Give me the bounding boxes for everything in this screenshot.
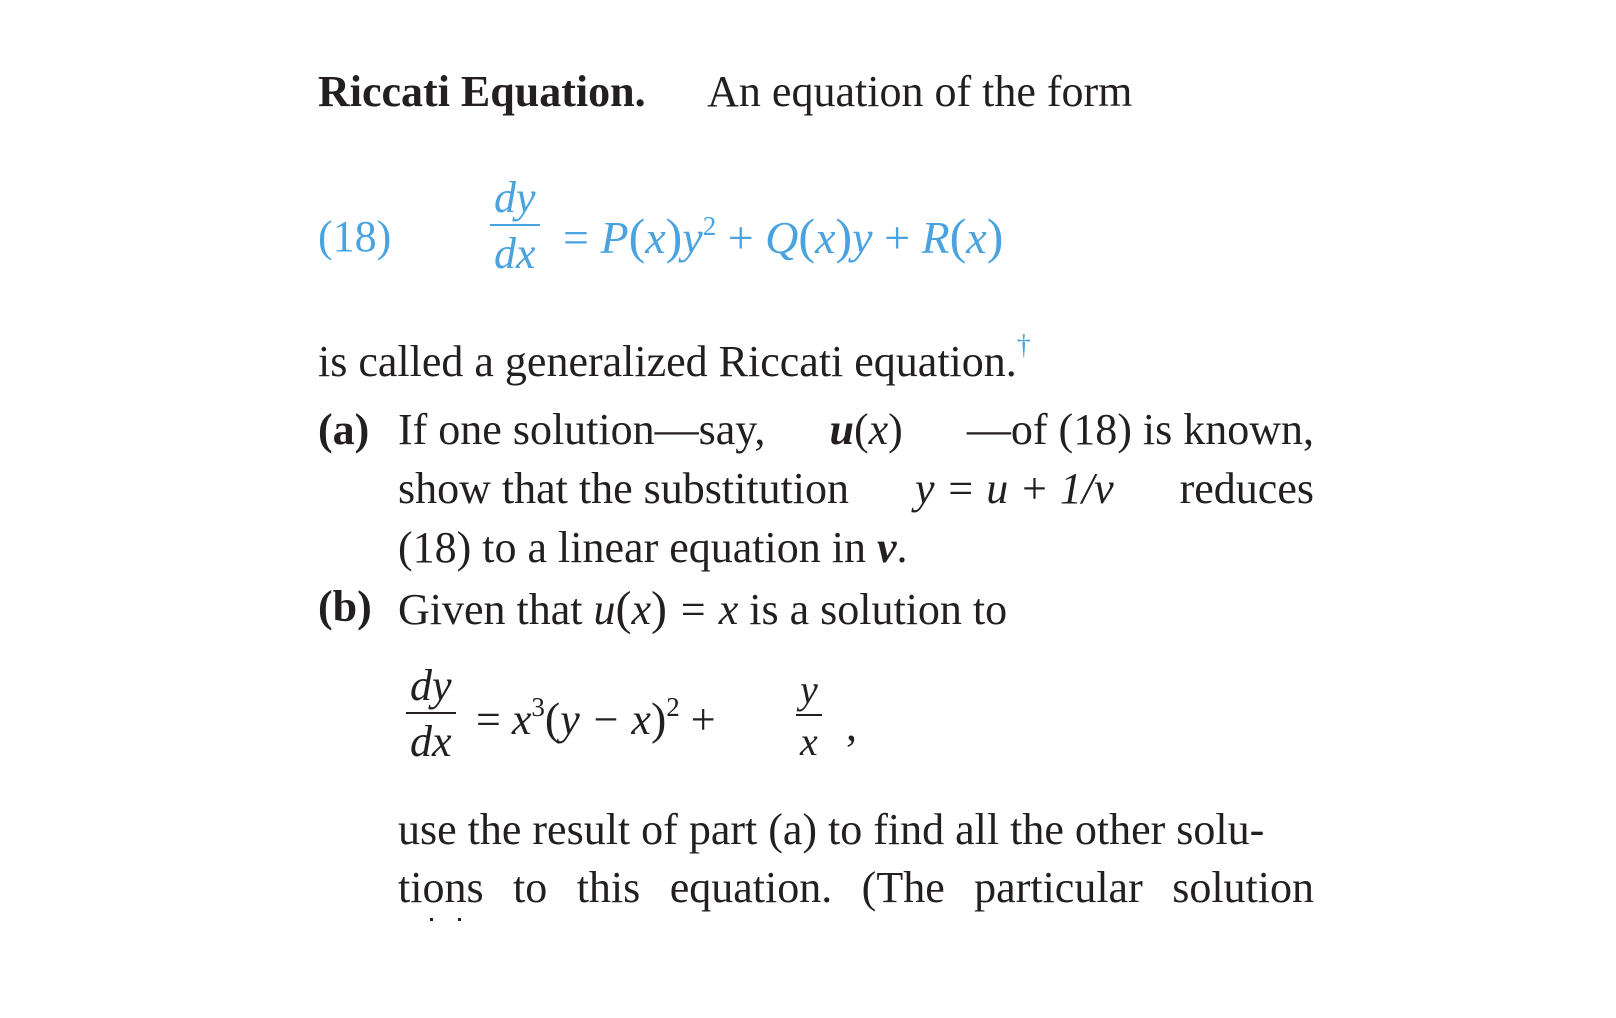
plus: +: [727, 212, 754, 263]
var-y: y: [852, 212, 873, 263]
var-y: y: [682, 212, 703, 263]
period: .: [896, 523, 908, 572]
part-a-line2: [398, 464, 1314, 513]
part-b-line3: [398, 863, 1314, 912]
equation-number: (18): [318, 212, 392, 261]
exponent: 2: [702, 211, 717, 241]
plus: +: [690, 695, 716, 744]
var-x: x: [645, 212, 666, 263]
part-a-line2-post: reduces: [1179, 464, 1314, 513]
part-a-label: (a): [318, 405, 370, 454]
section-title: Riccati Equation.: [318, 67, 646, 116]
part-a-line3-pre: (18) to a linear equation in: [398, 523, 866, 572]
eqb-frac-num: y: [800, 667, 818, 712]
paren-open: (: [544, 693, 561, 744]
paren-close: ): [986, 208, 1004, 264]
eqb-rhs: [476, 692, 716, 744]
dagger-footnote-mark: †: [1016, 330, 1031, 361]
paren-close: ): [835, 208, 853, 264]
part-a-line1-math: [829, 405, 903, 454]
exponent-2: 2: [666, 692, 680, 722]
paren-open: (: [949, 208, 967, 264]
generalized-riccati-sentence: is called a generalized Riccati equation.: [318, 337, 1017, 386]
inner-expression: y − x: [560, 695, 651, 744]
eqb-numerator: dy: [410, 661, 452, 710]
eqb-derivative-fraction: [406, 661, 456, 766]
after-equation-text: [318, 330, 1031, 386]
part-b-line1-mid: = x: [678, 585, 739, 634]
var-x: x: [868, 405, 889, 454]
eqb-equals: =: [476, 695, 501, 744]
var-u: u: [593, 585, 616, 634]
eq18-numerator: dy: [494, 173, 536, 222]
part-b-line2: use the result of part (a) to find all the other solu-: [398, 805, 1265, 854]
heading-line: [318, 67, 1133, 116]
var-u: u: [829, 405, 854, 454]
part-b-line1-pre: Given that: [398, 585, 583, 634]
intro-text: An equation of the form: [707, 67, 1133, 116]
paren-open: (: [853, 405, 869, 454]
paren-open: (: [628, 208, 646, 264]
part-b-line3-text: tions to this equation. (The particular solution: [398, 863, 1314, 912]
part-a-line1-pre: If one solution—say,: [398, 405, 766, 454]
eqb-denominator: dx: [410, 717, 452, 766]
eq18-denominator: dx: [494, 229, 536, 278]
cut-off-line-fragment: [430, 918, 470, 922]
paren-open: (: [798, 208, 816, 264]
eqb-comma: ,: [846, 701, 857, 750]
paren-close: ): [650, 693, 667, 744]
var-x: x: [966, 212, 987, 263]
part-a-line1-post: —of (18) is known,: [966, 405, 1314, 454]
var-x: x: [815, 212, 836, 263]
var-x: x: [631, 585, 652, 634]
part-b-label: (b): [318, 582, 372, 631]
eqb-y-over-x-fraction: [796, 667, 822, 764]
eq18-Q: Q: [765, 212, 799, 263]
substitution-math: y = u + 1/v: [914, 464, 1114, 513]
part-a-line1: [398, 405, 1314, 454]
exponent-3: 3: [531, 692, 545, 722]
paren-close: ): [888, 405, 903, 454]
part-a-line2-pre: show that the substitution: [398, 464, 849, 513]
paren-close: ): [665, 208, 683, 264]
plus: +: [884, 212, 911, 263]
var-x: x: [511, 695, 532, 744]
part-b-line1-post: is a solution to: [749, 585, 1008, 634]
eq18-rhs: [563, 207, 1003, 265]
paren-close: ): [651, 582, 668, 635]
var-v: v: [876, 523, 897, 572]
paren-open: (: [615, 582, 632, 635]
eq18-equals: =: [563, 212, 589, 263]
part-a-line3: [398, 523, 908, 572]
part-b-line1: [398, 582, 1008, 635]
eq18-R: R: [921, 212, 950, 263]
eq18-derivative-fraction: [490, 173, 540, 278]
eq18-P: P: [600, 212, 629, 263]
eqb-frac-den: x: [800, 719, 818, 764]
